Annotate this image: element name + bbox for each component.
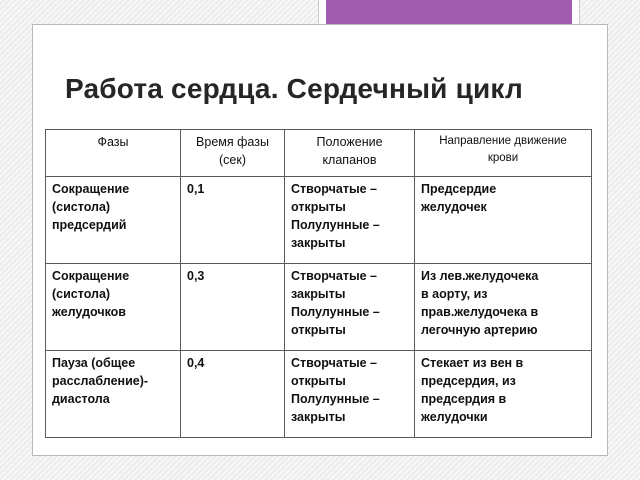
cell-text: Створчатые – bbox=[291, 356, 378, 370]
cell-phase bbox=[46, 264, 181, 351]
slide-title: Работа сердца. Сердечный цикл bbox=[65, 73, 523, 104]
cell-text: (систола) bbox=[52, 287, 111, 301]
cell-text: Полулунные – bbox=[291, 305, 380, 319]
header-valve-position bbox=[285, 130, 415, 177]
header-text: Положение bbox=[316, 135, 383, 149]
cell-text: Створчатые – bbox=[291, 182, 378, 196]
header-text: Направление движение bbox=[439, 135, 567, 147]
cell-flow bbox=[415, 264, 592, 351]
cell-valves bbox=[285, 264, 415, 351]
cell-text: Сокращение bbox=[52, 269, 130, 283]
cell-time bbox=[181, 351, 285, 438]
cell-text: Из лев.желудочека bbox=[421, 269, 539, 283]
cell-text: закрыты bbox=[291, 287, 346, 301]
cell-valves bbox=[285, 177, 415, 264]
cell-text: Стекает из вен в bbox=[421, 356, 524, 370]
cell-text: Пауза (общее bbox=[52, 356, 136, 370]
cell-text: в аорту, из bbox=[421, 287, 488, 301]
cell-text: 0,3 bbox=[187, 269, 205, 283]
header-phases bbox=[46, 130, 181, 177]
cell-valves bbox=[285, 351, 415, 438]
cell-text: предсердия в bbox=[421, 392, 507, 406]
cell-text: (систола) bbox=[52, 200, 111, 214]
cell-text: Сокращение bbox=[52, 182, 130, 196]
slide bbox=[32, 24, 608, 456]
cell-text: Полулунные – bbox=[291, 392, 380, 406]
header-text: Время фазы bbox=[196, 135, 269, 149]
cell-text: открыты bbox=[291, 323, 346, 337]
header-text: клапанов bbox=[322, 153, 377, 167]
cell-phase bbox=[46, 177, 181, 264]
heart-cycle-table bbox=[45, 129, 592, 438]
header-text: (сек) bbox=[219, 153, 246, 167]
table-header-row bbox=[46, 130, 592, 177]
cell-time bbox=[181, 264, 285, 351]
cell-time bbox=[181, 177, 285, 264]
header-text: крови bbox=[487, 152, 519, 164]
cell-text: прав.желудочека в bbox=[421, 305, 539, 319]
cell-text: закрыты bbox=[291, 410, 346, 424]
cell-text: 0,4 bbox=[187, 356, 205, 370]
cell-text: 0,1 bbox=[187, 182, 205, 196]
cell-flow bbox=[415, 177, 592, 264]
cell-text: Полулунные – bbox=[291, 218, 380, 232]
cell-text: предсердия, из bbox=[421, 374, 516, 388]
table-row bbox=[46, 264, 592, 351]
cell-flow bbox=[415, 351, 592, 438]
cell-text: закрыты bbox=[291, 236, 346, 250]
cell-text: открыты bbox=[291, 374, 346, 388]
header-blood-flow bbox=[415, 130, 592, 177]
cell-text: расслабление)- bbox=[52, 374, 149, 388]
cell-text: желудочков bbox=[52, 305, 126, 319]
cell-text: предсердий bbox=[52, 218, 127, 232]
table-row bbox=[46, 351, 592, 438]
table-row bbox=[46, 177, 592, 264]
header-phase-time bbox=[181, 130, 285, 177]
cell-text: диастола bbox=[52, 392, 110, 406]
header-text: Фазы bbox=[97, 135, 129, 149]
cell-phase bbox=[46, 351, 181, 438]
cell-text: Створчатые – bbox=[291, 269, 378, 283]
cell-text: Предсердие bbox=[421, 182, 497, 196]
cell-text: открыты bbox=[291, 200, 346, 214]
cell-text: легочную артерию bbox=[421, 323, 538, 337]
cell-text: желудочки bbox=[421, 410, 488, 424]
cell-text: желудочек bbox=[421, 200, 487, 214]
